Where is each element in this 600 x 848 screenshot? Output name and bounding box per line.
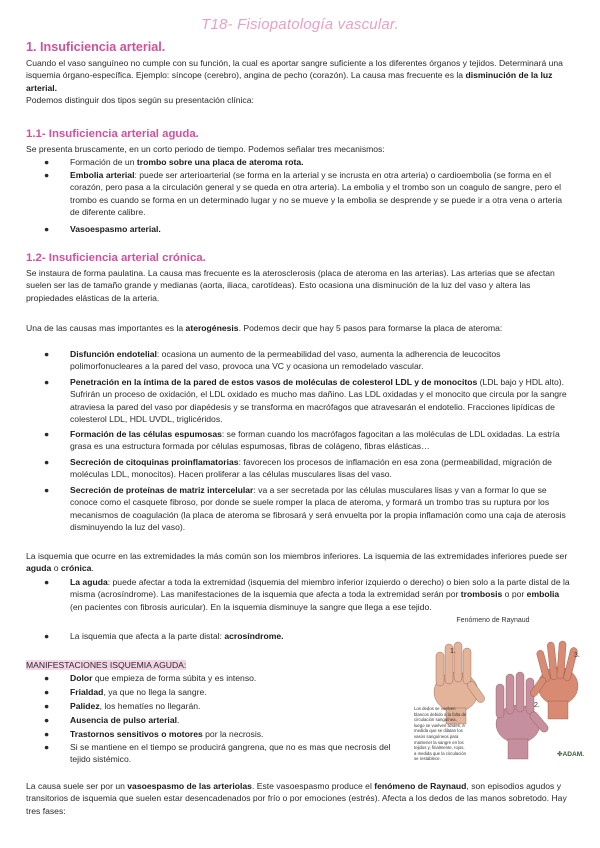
- list-item-palidez: ● Palidez, los hematíes no llegarán.: [44, 701, 201, 711]
- bullet-icon: ●: [44, 224, 50, 234]
- figure-label-3: 3.: [574, 652, 580, 659]
- list-item-disfuncion-endotelial: ● Disfunción endotelial: ocasiona un aumento de la permeabilidad del vaso, aumenta la adherencia de leucocitos polimorfonucleares a la pared del vaso, provoca una VC y ocasiona un remodelado vascular.: [44, 349, 501, 372]
- raynaud-figure: [412, 612, 590, 762]
- bullet-icon: ●: [44, 701, 50, 711]
- heading-manifestaciones: MANIFESTACIONES ISQUEMIA AGUDA:: [26, 660, 187, 670]
- paragraph-aterogenesis: Una de las causas mas importantes es la aterogénesis. Podemos decir que hay 5 pasos para formarse la placa de ateroma:: [26, 323, 503, 333]
- list-item-frialdad: ● Frialdad, ya que no llega la sangre.: [44, 687, 207, 697]
- heading-cronica: 1.2- Insuficiencia arterial crónica.: [26, 252, 206, 264]
- list-item-gangrena: ● Si se mantiene en el tiempo se producirá gangrena, que no es mas que necrosis del tejido sistémico.: [44, 742, 391, 765]
- bullet-icon: ●: [44, 687, 50, 697]
- list-item-vasoespasmo: ● Vasoespasmo arterial.: [44, 224, 161, 234]
- bullet-icon: ●: [44, 170, 50, 180]
- paragraph-aguda-intro: Se presenta bruscamente, en un corto periodo de tiempo. Podemos señalar tres mecanismos:: [26, 144, 385, 154]
- figure-label-2: 2.: [534, 702, 540, 709]
- list-item-trastornos: ● Trastornos sensitivos o motores por la necrosis.: [44, 729, 264, 739]
- bullet-icon: ●: [44, 429, 50, 439]
- list-item-proteinas-matriz: ● Secreción de proteínas de matriz intercelular: va a ser secretada por las células musculares lisas y van a formar lo que se conoce como el casquete fibroso, por donde se suele romper la placa de ateroma, y formará un trombo tras su ruptura por los mecanismos de coagulación (la placa de ateroma se fibrosará y será envuelta por la propia inflamación como una caja de aterosis disminuyendo la luz del vaso).: [44, 485, 566, 532]
- list-item-isquemia-aguda: ● La aguda: puede afectar a toda la extremidad (isquemia del miembro inferior izquierdo o derecho) o bien solo a la parte distal de la misma (acrosíndrome). Las manifestaciones de la isquemia que afecta a toda la extremidad serán por trombosis o por embolia (en pacientes con fibrosis auricular). En la isquemia disminuye la sangre que llega a ese tejido.: [44, 577, 570, 612]
- figure-title: Fenómeno de Raynaud: [456, 617, 530, 624]
- paragraph-definicion: Cuando el vaso sanguíneo no cumple con su función, la cual es aportar sangre suficiente a los diferentes órganos y tejidos. Determinará una isquemia órgano-específica. Ejemplo: síncope (cerebro), angina de pecho (corazón). La causa mas frecuente es la disminución de la luz arterial.: [26, 58, 563, 93]
- bullet-icon: ●: [44, 715, 50, 725]
- list-item-citoquinas: ● Secreción de citoquinas proinflamatorias: favorecen los procesos de inflamación en esa zona (permeabilidad, migración de moléculas LDL, monocitos). Hacen proliferar a las células musculares lisas del vaso.: [44, 457, 552, 480]
- list-item-penetracion-intima: ● Penetración en la íntima de la pared de estos vasos de moléculas de colesterol LDL y de monocitos (LDL bajo y HDL alto). Sufrirán un proceso de oxidación, el LDL oxidado es mucho mas dañino. Las LDL oxidadas y el monocito que circula por la sangre atraviesa la pared del vaso por diapédesis y se transforma en macrófagos que atravesarán el endotelio. Fracciones lipídicas de colesterol LDL, HDL UVDL, triglicéridos.: [44, 377, 567, 424]
- list-item-isquemia-distal: ● La isquemia que afecta a la parte distal: acrosíndrome.: [44, 631, 284, 641]
- paragraph-raynaud: La causa suele ser por un vasoespasmo de las arteriolas. Este vasoespasmo produce el fenómeno de Raynaud, son episodios agudos y transitorios de isquemia que suelen estar desencadenados por frío o por emociones (estrés). Afecta a los dedos de las manos sobretodo. Hay tres fases:: [26, 781, 567, 816]
- figure-caption: Los dedos se vuelven blancos debido a la falta de circulación sanguínea, luego se vuelven azules, a medida que se dilatan los vasos sanguíneos para mantener la sangre en los tejidos y, finalmente, rojos, a medida que la circulación se restablece.: [414, 706, 467, 762]
- list-item-celulas-espumosas: ● Formación de las células espumosas: se forman cuando los macrófagos fagocitan a las moléculas de LDL oxidadas. La estría grasa es una estructura formada por células espumosas, fibras de colágeno, fibras elásticas…: [44, 429, 560, 452]
- bullet-icon: ●: [44, 157, 50, 167]
- document-title: T18- Fisiopatología vascular.: [201, 16, 399, 33]
- bullet-icon: ●: [44, 377, 50, 387]
- paragraph-cronica-intro: Se instaura de forma paulatina. La causa mas frecuente es la aterosclerosis (placa de ateroma en las arterias). Las arterias que se afectan suelen ser las de tamaño grande y medianas (aorta, iliaca, carotídeas). Esto ocasiona una disminución de la luz del vaso y altera las propiedades elásticas de la arteria.: [26, 268, 555, 303]
- figure-label-1: 1.: [450, 648, 456, 655]
- paragraph-extremidades: La isquemia que ocurre en las extremidades la más común son los miembros inferiores. La isquemia de las extremidades inferiores puede ser aguda o crónica.: [26, 551, 568, 574]
- bullet-icon: ●: [44, 742, 50, 752]
- bullet-icon: ●: [44, 631, 50, 641]
- heading-aguda: 1.1- Insuficiencia arterial aguda.: [26, 128, 199, 140]
- heading-insuficiencia-arterial: 1. Insuficiencia arterial.: [26, 40, 166, 54]
- list-item-embolia: ● Embolia arterial: puede ser arterioarterial (se forma en la arterial y se incrusta en otra arteria) o cardioembolia (se forma en el corazón, pero pasa a la circulación general y se queda en otra arteria). La embolia y el trombo son un coagulo de sangre, pero el trombo es cuando se forma en un determinado lugar y no se mueve y la embolia se desprende y se puede ir a otra vena o arteria de diferente calibre.: [44, 170, 563, 217]
- list-item-ausencia-pulso: ● Ausencia de pulso arterial.: [44, 715, 180, 725]
- adam-logo: ✤ADAM.: [557, 751, 585, 758]
- bullet-icon: ●: [44, 457, 50, 467]
- bullet-icon: ●: [44, 577, 50, 587]
- list-item-dolor: ● Dolor que empieza de forma súbita y es intenso.: [44, 673, 257, 683]
- bullet-icon: ●: [44, 485, 50, 495]
- bullet-icon: ●: [44, 673, 50, 683]
- paragraph-tipos: Podemos distinguir dos tipos según su presentación clínica:: [26, 95, 254, 105]
- list-item-trombo: ● Formación de un trombo sobre una placa de ateroma rota.: [44, 157, 304, 167]
- bullet-icon: ●: [44, 729, 50, 739]
- bullet-icon: ●: [44, 349, 50, 359]
